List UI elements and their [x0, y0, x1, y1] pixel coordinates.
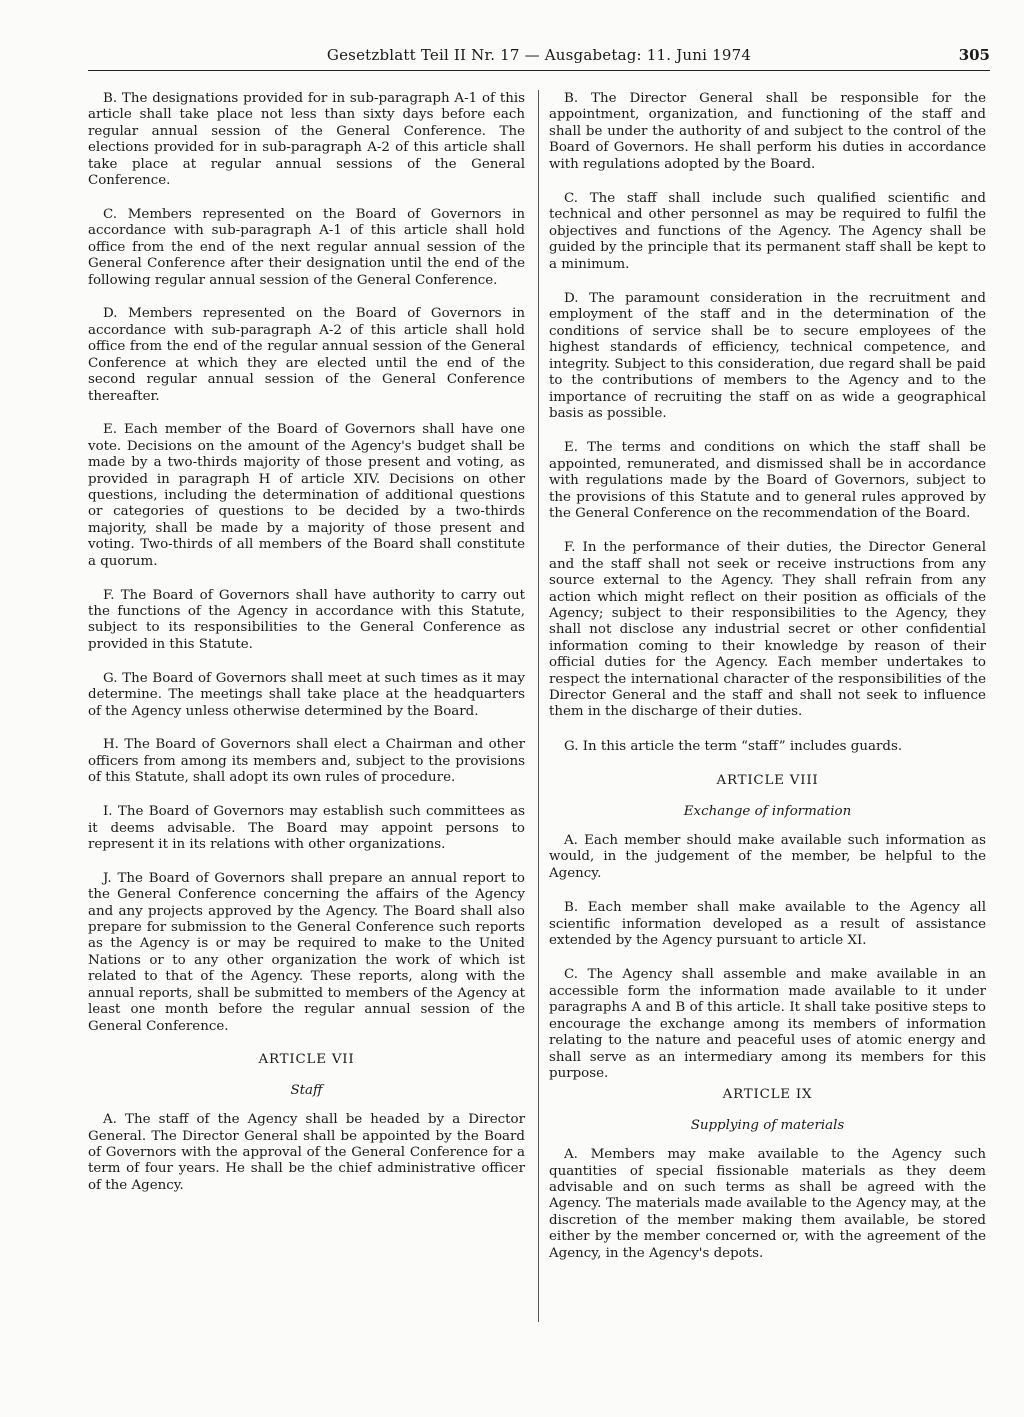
article-viii-paragraph-b: B. Each member shall make available to the Agency all scientific information developed as a result of assistance extended by the Agency pursuant to article XI. [549, 900, 986, 949]
paragraph-e: E. Each member of the Board of Governors shall have one vote. Decisions on the amount of the Agency's budget shall be made by a two-thirds majority of those present and voting, as provided in paragraph H of article XIV. Decisions on other questions, including the determination of additional questions or categories of questions to be decided by a two-thirds majority, shall be made by a majority of those present and voting. Two-thirds of all members of the Board shall constitute a quorum. [88, 422, 525, 569]
article-ix-subheading: Supplying of materials [690, 1117, 845, 1133]
paragraph-g: G. The Board of Governors shall meet at such times as it may determine. The meetings shall take place at the headquarters of the Agency unless otherwise determined by the Board. [88, 670, 525, 719]
paragraph-j: J. The Board of Governors shall prepare an annual report to the General Conference concerning the affairs of the Agency and any projects approved by the Agency. The Board shall also prepare for submission to the General Conference such reports as the Agency is or may be required to make to the United Nations or to any other organization the work of which ist related to that of the Agency. These reports, along with the annual reports, shall be submitted to members of the Agency at least one month before the regular annual session of the General Conference. [88, 870, 525, 1034]
article-ix-heading: ARTICLE IX [722, 1087, 813, 1103]
page-header [88, 46, 990, 70]
article-vii-heading: ARTICLE VII [258, 1052, 355, 1068]
article-viii-subheading: Exchange of information [683, 803, 852, 819]
paragraph-d: D. Members represented on the Board of Governors in accordance with sub-paragraph A-2 of this article shall hold office from the end of the regular annual session of the General Conference at which they are elected until the end of the second regular annual session of the General Conference thereafter. [88, 306, 525, 404]
paragraph-i: I. The Board of Governors may establish such committees as it deems advisable. The Board may appoint persons to represent it in its relations with other organizations. [88, 804, 525, 852]
paragraph-b: B. The Director General shall be responsible for the appointment, organization, and functioning of the staff and shall be under the authority of and subject to the control of the Board of Governors. He shall perform his duties in accordance with regulations adopted by the Board. [549, 91, 986, 172]
header-title: Gesetzblatt Teil II Nr. 17 — Ausgabetag: 11. Juni 1974 [326, 46, 752, 64]
paragraph-b: B. The designations provided for in sub-paragraph A-1 of this article shall take place not less than sixty days before each regular annual session of the General Conference. The elections provided for in sub-paragraph A-2 of this article shall take place at regular annual sessions of the General Conference. [88, 91, 525, 189]
article-viii-paragraph-c: C. The Agency shall assemble and make available in an accessible form the information made available to it under paragraphs A and B of this article. It shall take positive steps to encourage the exchange among its members of information relating to the nature and peaceful uses of atomic energy and shall serve as an intermediary among its members for this purpose. [549, 967, 986, 1081]
paragraph-d: D. The paramount consideration in the recruitment and employment of the staff and in the determination of the conditions of service shall be to secure employees of the highest standards of efficiency, technical competence, and integrity. Subject to this consideration, due regard shall be paid to the contributions of members to the Agency and to the importance of recruiting the staff on as wide a geographical basis as possible. [549, 291, 986, 421]
article-vii-paragraph-a: A. The staff of the Agency shall be headed by a Director General. The Director General shall be appointed by the Board of Governors with the approval of the General Conference for a term of four years. He shall be the chief administrative officer of the Agency. [88, 1112, 525, 1193]
article-vii-subheading: Staff [290, 1082, 323, 1098]
paragraph-g: G. In this article the term “staff” includes guards. [564, 738, 903, 754]
article-viii-paragraph-a: A. Each member should make available such information as would, in the judgement of the member, be helpful to the Agency. [549, 833, 986, 881]
article-viii-heading: ARTICLE VIII [716, 773, 819, 789]
paragraph-h: H. The Board of Governors shall elect a Chairman and other officers from among its members and, subject to the provisions of this Statute, shall adopt its own rules of procedure. [88, 737, 525, 786]
right-column [549, 91, 986, 1280]
left-column [88, 91, 525, 1212]
paragraph-c: C. Members represented on the Board of Governors in accordance with sub-paragraph A-1 of this article shall hold office from the end of the next regular annual session of the General Conference after their designation until the end of the following regular annual session of the General Conference. [88, 206, 525, 288]
paragraph-c: C. The staff shall include such qualified scientific and technical and other personnel as may be required to fulfil the objectives and functions of the Agency. The Agency shall be guided by the principle that its permanent staff shall be kept to a minimum. [549, 191, 986, 272]
paragraph-e: E. The terms and conditions on which the staff shall be appointed, remunerated, and dismissed shall be in accordance with regulations made by the Board of Governors, subject to the provisions of this Statute and to general rules approved by the General Conference on the recommendation of the Board. [549, 440, 986, 521]
column-divider [538, 90, 539, 1322]
header-rule [88, 70, 990, 71]
paragraph-f: F. In the performance of their duties, the Director General and the staff shall not seek or receive instructions from any source external to the Agency. They shall refrain from any action which might reflect on their position as officials of the Agency; subject to their responsibilities to the Agency, they shall not disclose any industrial secret or other confidential information coming to their knowledge by reason of their official duties for the Agency. Each member undertakes to respect the international character of the responsibilities of the Director General and the staff and shall not seek to influence them in the discharge of their duties. [549, 540, 986, 720]
article-ix-paragraph-a: A. Members may make available to the Agency such quantities of special fissionable materials as they deem advisable and on such terms as shall be agreed with the Agency. The materials made available to the Agency may, at the discretion of the member making them available, be stored either by the member concerned or, with the agreement of the Agency, in the Agency's depots. [549, 1147, 986, 1261]
paragraph-f: F. The Board of Governors shall have authority to carry out the functions of the Agency in accordance with this Statute, subject to its responsibilities to the General Conference as provided in this Statute. [88, 587, 525, 652]
page-number: 305 [958, 46, 990, 64]
